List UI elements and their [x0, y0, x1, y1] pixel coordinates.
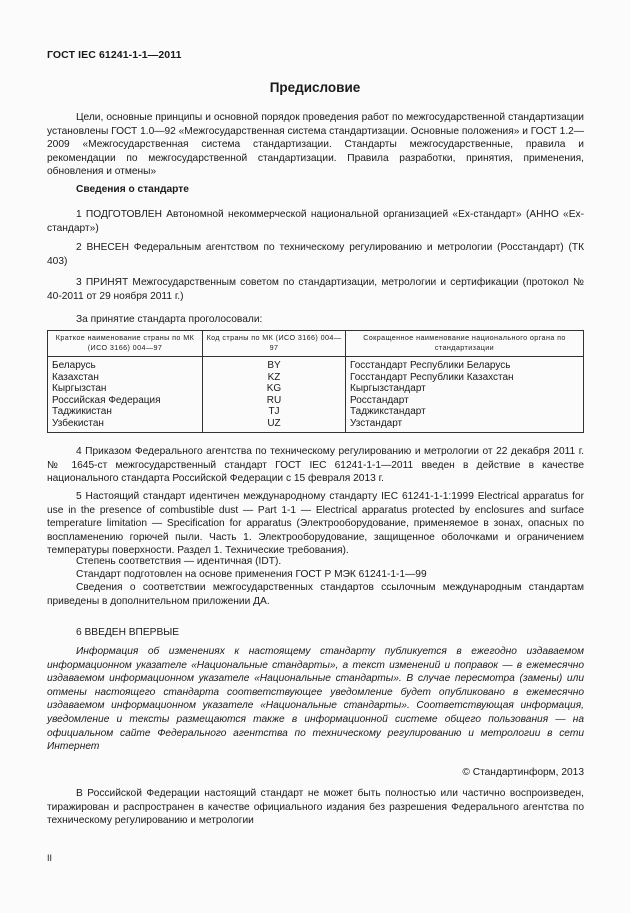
- item-5-identical: 5 Настоящий стандарт идентичен международному стандарту IEC 61241-1-1:1999 Electrical apparatus for use in the presence of combustible dust — Part 1-1 — Electrical apparatus protected by enclosures and surface temperature limitation — Specification for apparatus (Электрооборудование, применяемое в зонах, опасных по воспламенению горючей пыли. Часть 1. Электрооборудование, защищенное оболочками и ограничением температуры поверхности. Раздел 1. Технические требования).: [47, 491, 584, 557]
- page-title: Предисловие: [269, 80, 361, 95]
- table-cell-code: RU: [203, 395, 346, 407]
- vote-label: За принятие стандарта проголосовали:: [76, 314, 263, 325]
- item-5-conformity: Степень соответствия — идентичная (IDT).: [76, 556, 282, 567]
- table-cell-country: Российская Федерация: [48, 395, 203, 407]
- table-cell-body: Таджикстандарт: [346, 406, 584, 418]
- table-cell-body: Госстандарт Республики Беларусь: [346, 357, 584, 372]
- voting-table: [47, 330, 584, 433]
- table-row: [48, 418, 584, 432]
- table-cell-country: Казахстан: [48, 372, 203, 384]
- item-2-introduced: 2 ВНЕСЕН Федеральным агентством по техническому регулированию и метрологии (Росстандарт) (ТК 403): [47, 242, 584, 267]
- page-number: II: [47, 853, 53, 863]
- table-cell-code: UZ: [203, 418, 346, 432]
- table-header-country: Краткое наименование страны по МК (ИСО 3166) 004—97: [48, 331, 203, 357]
- table-row: [48, 372, 584, 384]
- table-cell-country: Беларусь: [48, 357, 203, 372]
- table-cell-country: Узбекистан: [48, 418, 203, 432]
- info-heading: Сведения о стандарте: [76, 184, 189, 195]
- table-header-body: Сокращенное наименование национального органа по стандартизации: [346, 331, 584, 357]
- intro-paragraph: Цели, основные принципы и основной порядок проведения работ по межгосударственной стандартизации установлены ГОСТ 1.0—92 «Межгосударственная система стандартизации. Основные положения» и ГОСТ 1.2—2009 «Межгосударственная система стандартизации. Стандарты межгосударственные, правила и рекомендации по межгосударственной стандартизации. Правила разработки, принятия, применения, обновления и отмены»: [47, 112, 585, 178]
- item-5-annex: Сведения о соответствии межгосударственных стандартов ссылочным международным стандартам приведены в дополнительном приложении ДА.: [47, 582, 584, 607]
- item-5-basis: Стандарт подготовлен на основе применения ГОСТ Р МЭК 61241-1-1—99: [76, 569, 427, 580]
- table-cell-body: Кыргызстандарт: [346, 383, 584, 395]
- document-header-id: ГОСТ IEC 61241-1-1—2011: [47, 49, 182, 61]
- table-cell-country: Таджикистан: [48, 406, 203, 418]
- copyright: © Стандартинформ, 2013: [462, 767, 584, 778]
- table-cell-code: KZ: [203, 372, 346, 384]
- table-header-row: [48, 331, 584, 357]
- item-4-order: 4 Приказом Федерального агентства по техническому регулированию и метрологии от 22 декабря 2011 г. № 1645-ст межгосударственный стандарт ГОСТ IEC 61241-1-1—2011 введен в действие в качестве национального стандарта Российской Федерации с 15 февраля 2013 г.: [47, 446, 584, 485]
- rights-notice: В Российской Федерации настоящий стандарт не может быть полностью или частично воспроизведен, тиражирован и распространен в качестве официального издания без разрешения Федерального агентства по техническому регулированию и метрологии: [47, 788, 584, 827]
- item-6-introduced: 6 ВВЕДЕН ВПЕРВЫЕ: [76, 627, 180, 638]
- table-header-code: Код страны по МК (ИСО 3166) 004—97: [203, 331, 346, 357]
- table-cell-body: Госстандарт Республики Казахстан: [346, 372, 584, 384]
- table-row: [48, 383, 584, 395]
- item-3-adopted: 3 ПРИНЯТ Межгосударственным советом по стандартизации, метрологии и сертификации (протокол № 40-2011 от 29 ноября 2011 г.): [47, 277, 584, 302]
- table-row: [48, 406, 584, 418]
- table-cell-body: Узстандарт: [346, 418, 584, 432]
- table-cell-code: BY: [203, 357, 346, 372]
- changes-notice: Информация об изменениях к настоящему стандарту публикуется в ежегодно издаваемом информационном указателе «Национальные стандарты», а текст изменений и поправок — в ежемесячно издаваемом информационном указателе «Национальные стандарты». В случае пересмотра (замены) или отмены настоящего стандарта соответствующее уведомление будет опубликовано в ежемесячно издаваемом информационном указателе «Национальные стандарты». Соответствующая информация, уведомление и тексты размещаются также в информационной системе общего пользования — на официальном сайте Федерального агентства по техническому регулированию и метрологии в сети Интернет: [47, 646, 584, 753]
- item-1-prepared: 1 ПОДГОТОВЛЕН Автономной некоммерческой национальной организацией «Ех-стандарт» (АННО «Ех-стандарт»): [47, 209, 584, 234]
- table-cell-body: Росстандарт: [346, 395, 584, 407]
- table-cell-code: KG: [203, 383, 346, 395]
- table-row: [48, 357, 584, 372]
- table-cell-code: TJ: [203, 406, 346, 418]
- table-cell-country: Кыргызстан: [48, 383, 203, 395]
- table-row: [48, 395, 584, 407]
